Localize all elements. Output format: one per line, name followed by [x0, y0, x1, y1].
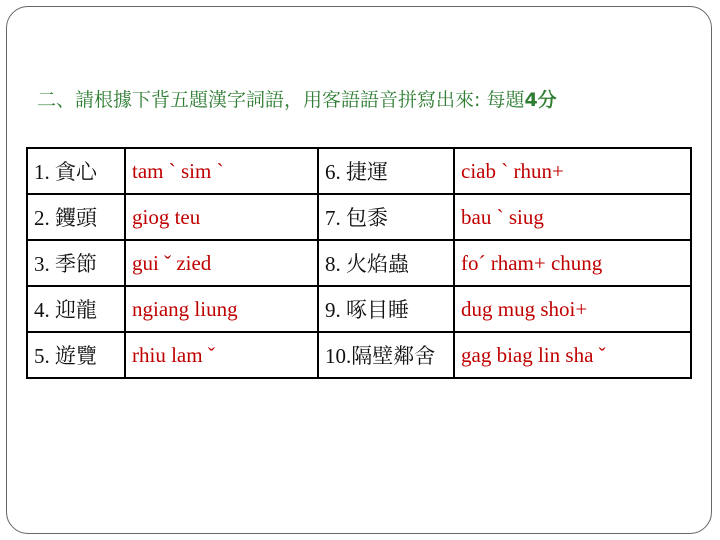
heading-text: 二、請根據下背五題漢字詞語，用客語語音拼寫出來: 每題	[37, 89, 525, 111]
term-cell: 3. 季節	[27, 240, 125, 286]
term-cell: 2. 钁頭	[27, 194, 125, 240]
table-row	[27, 286, 691, 332]
term-cell: 8. 火焰蟲	[318, 240, 454, 286]
pinyin-cell: ngiang liung	[125, 286, 318, 332]
term-cell: 9. 啄目睡	[318, 286, 454, 332]
term-cell: 5. 遊覽	[27, 332, 125, 378]
table-row	[27, 194, 691, 240]
term-cell: 1. 貪心	[27, 148, 125, 194]
pinyin-cell: gui ˇ zied	[125, 240, 318, 286]
term-cell: 6. 捷運	[318, 148, 454, 194]
pinyin-cell: dug mug shoi+	[454, 286, 691, 332]
heading-score: 4分	[524, 89, 557, 111]
term-cell: 4. 迎龍	[27, 286, 125, 332]
pinyin-cell: giog teu	[125, 194, 318, 240]
table-row	[27, 332, 691, 378]
table-row	[27, 148, 691, 194]
pinyin-cell: foˊ rham+ chung	[454, 240, 691, 286]
term-cell: 10.隔壁鄰舍	[318, 332, 454, 378]
vocabulary-table	[26, 147, 692, 379]
pinyin-cell: ciab ˋ rhun+	[454, 148, 691, 194]
pinyin-cell: tam ˋ sim ˋ	[125, 148, 318, 194]
question-heading	[37, 85, 557, 112]
pinyin-cell: bau ˋ siug	[454, 194, 691, 240]
table-row	[27, 240, 691, 286]
pinyin-cell: gag biag lin sha ˇ	[454, 332, 691, 378]
pinyin-cell: rhiu lam ˇ	[125, 332, 318, 378]
term-cell: 7. 包黍	[318, 194, 454, 240]
